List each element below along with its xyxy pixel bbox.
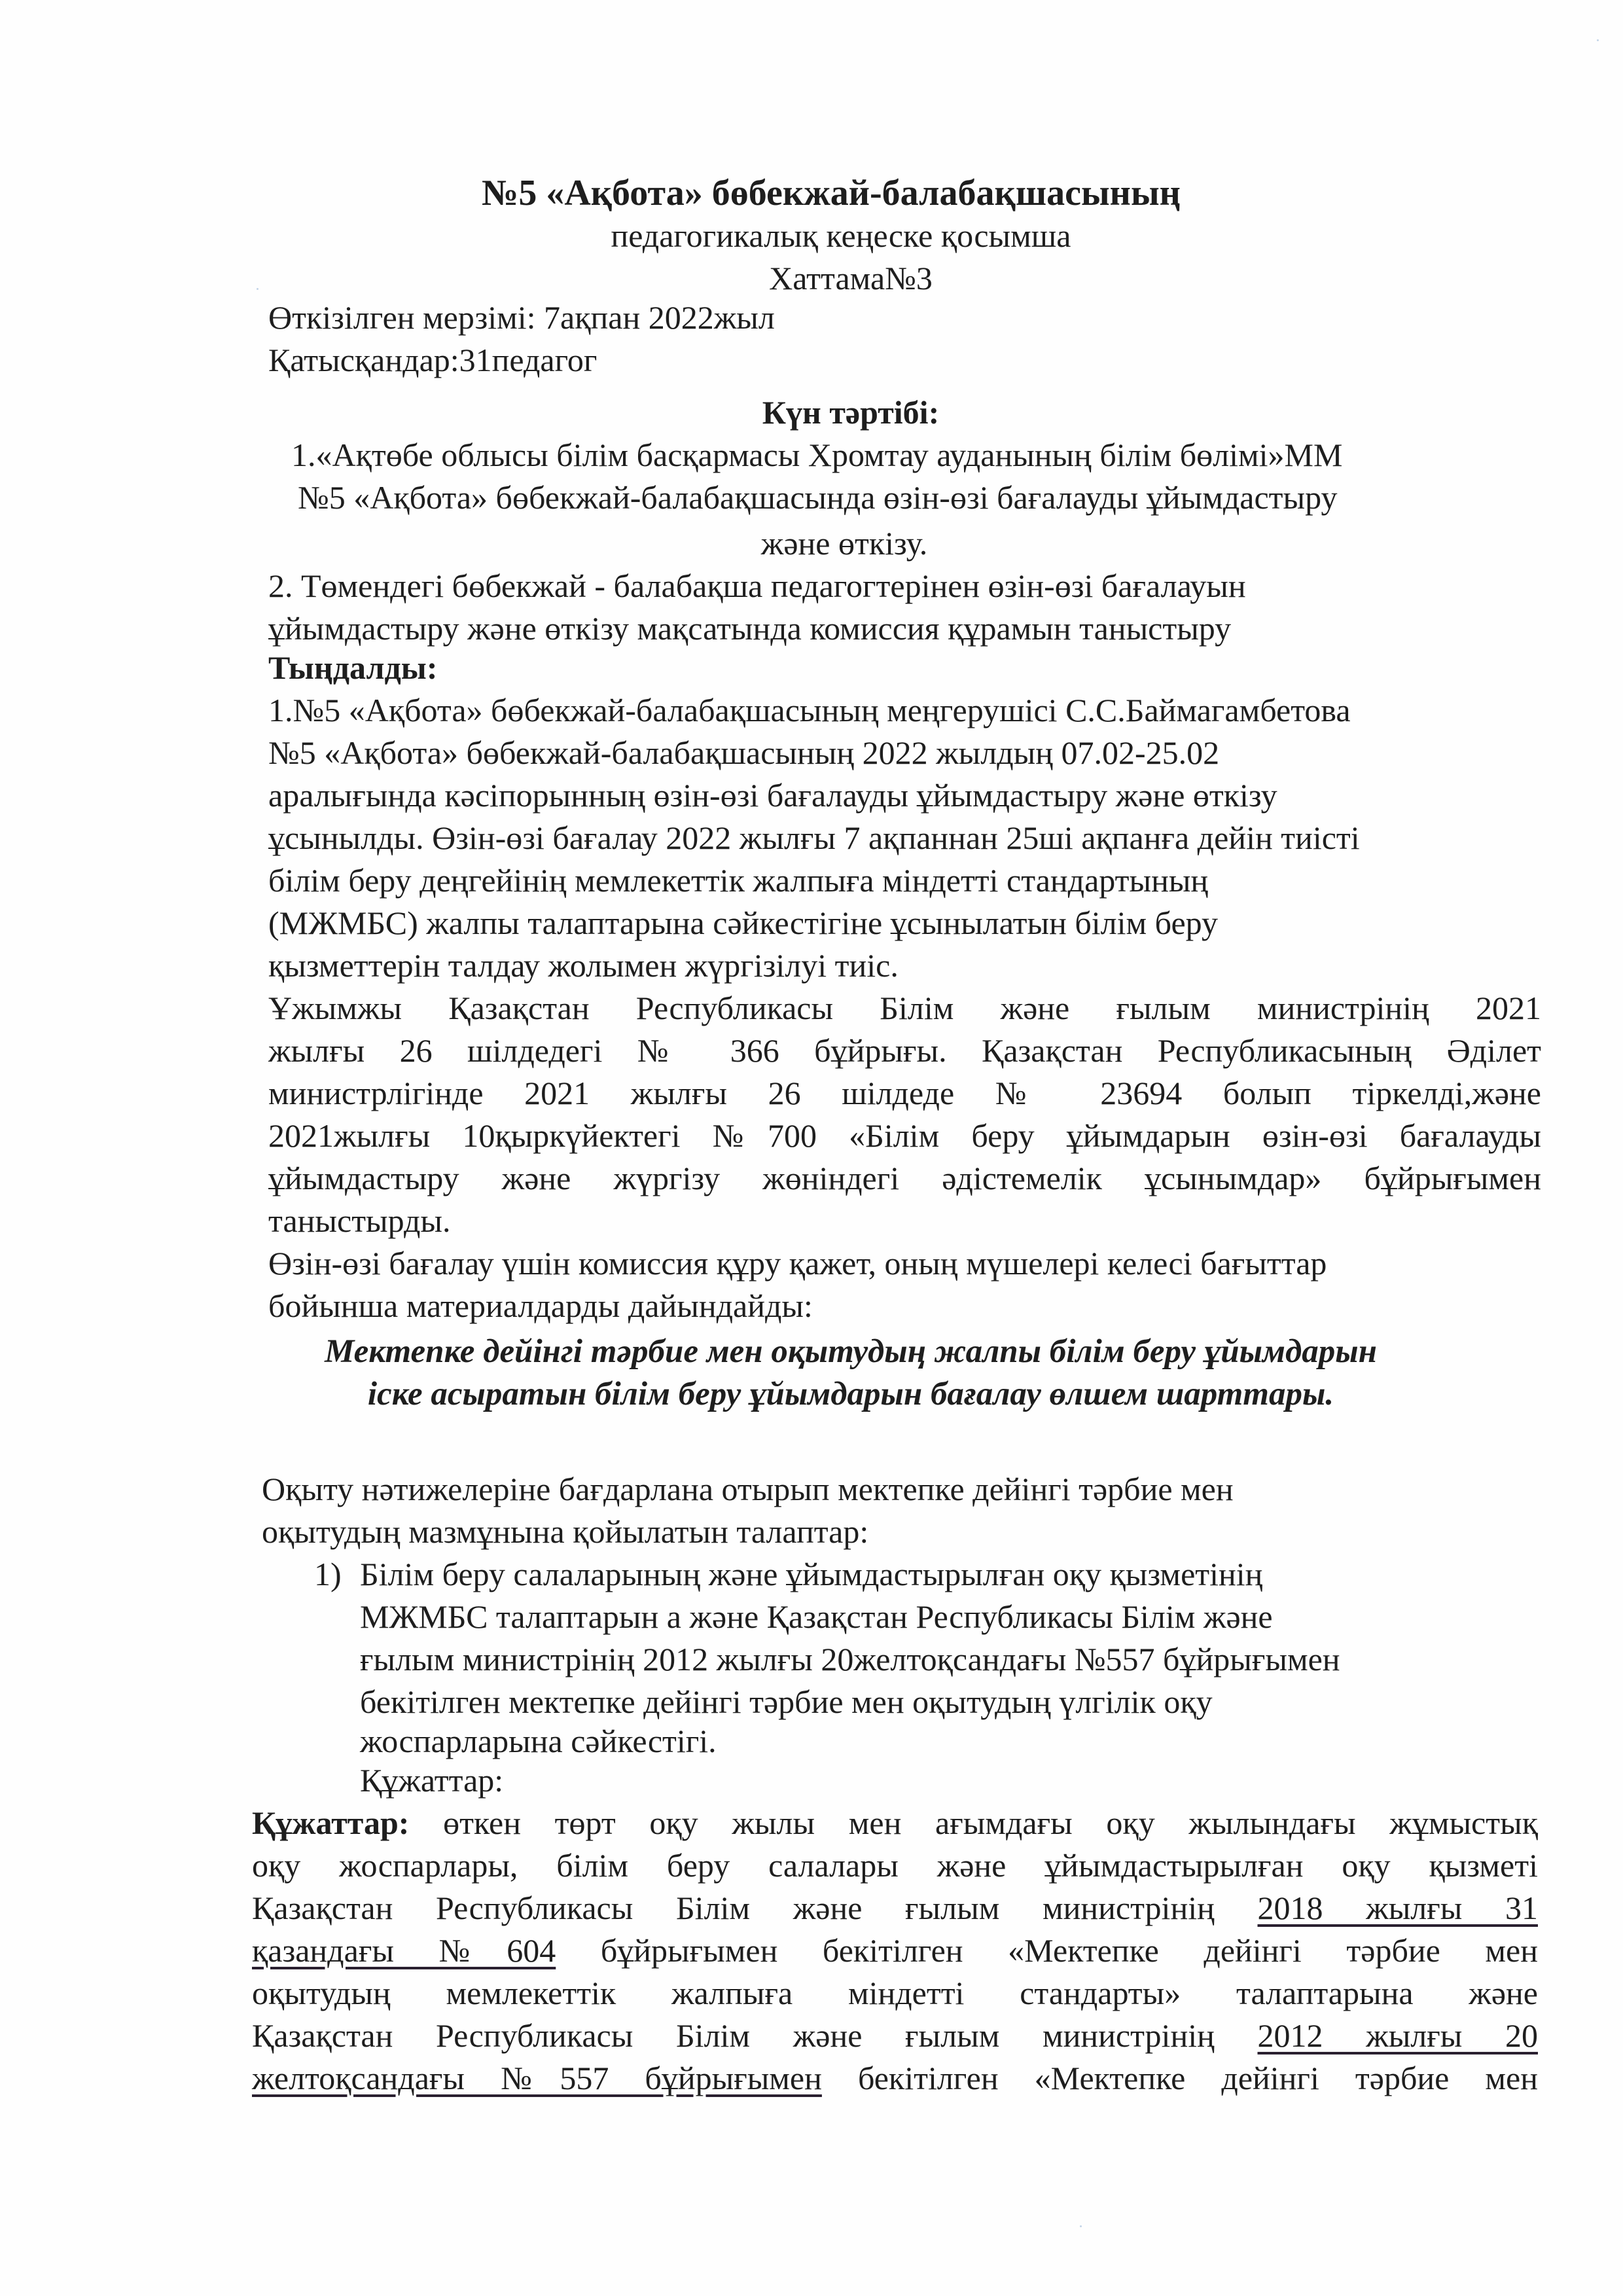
documents-line: оқу жоспарлары, білім беру салалары және ұйымдастырылған оқу қызметі (252, 1847, 1538, 1884)
requirements-intro-line: Оқыту нәтижелеріне бағдарлана отырып мектепке дейінгі тәрбие мен (262, 1471, 1234, 1507)
heard-heading: Тыңдалды: (268, 649, 438, 686)
heard-para1-line: №5 «Ақбота» бөбекжай-балабақшасының 2022 жылдың 07.02-25.02 (268, 734, 1220, 771)
documents-text: Қазақстан Республикасы Білім және ғылым министрінің (252, 1890, 1258, 1926)
heard-para2-line: министрлігінде 2021 жылғы 26 шілдеде № 23694 болып тіркелді,және (268, 1075, 1541, 1111)
meeting-date: Өткізілген мерзімі: 7ақпан 2022жыл (268, 299, 775, 336)
heard-para3-line: Өзін-өзі бағалау үшін комиссия құру қажет, оның мүшелері келесі бағыттар (268, 1245, 1327, 1282)
scan-artifact (1597, 39, 1599, 41)
documents-text: өткен төрт оқу жылы мен ағымдағы оқу жылындағы жұмыстық (409, 1804, 1538, 1841)
heard-para1-line: білім беру деңгейінің мемлекеттік жалпыға міндетті стандартының (268, 862, 1209, 899)
agenda-item-2-line: ұйымдастыру және өткізу мақсатында комиссия құрамын таныстыру (268, 610, 1232, 647)
requirement-docs-label: Құжаттар: (360, 1762, 504, 1799)
documents-line (252, 2058, 1538, 2098)
documents-text: бұйрығымен бекітілген «Мектепке дейінгі тәрбие мен (556, 1932, 1538, 1969)
requirement-item-line: ғылым министрінің 2012 жылғы 20желтоқсандағы №557 бұйрығымен (360, 1641, 1340, 1677)
heard-para2-line: Ұжымжы Қазақстан Республикасы Білім және ғылым министрінің 2021 (268, 990, 1541, 1026)
documents-line (252, 1931, 1538, 1970)
requirement-item-line: Білім беру салаларының және ұйымдастырылған оқу қызметінің (360, 1556, 1263, 1592)
criteria-heading-line: іске асыратын білім беру ұйымдарын бағалау өлшем шарттары. (367, 1376, 1334, 1412)
order-557-reference: 2012 жылғы 20 (1257, 2017, 1538, 2054)
order-604-reference: 2018 жылғы 31 (1257, 1890, 1538, 1926)
order-557-reference: желтоқсандағы №557 бұйрығымен (252, 2060, 822, 2096)
heard-para1-line: (МЖМБС) жалпы талаптарына сәйкестігіне ұсынылатын білім беру (268, 905, 1218, 941)
heard-para2-line: 2021жылғы 10қыркүйектегі №700 «Білім беру ұйымдарын өзін-өзі бағалауды (268, 1117, 1541, 1154)
order-604-reference: қазандағы №604 (252, 1932, 556, 1969)
heard-para2-line: жылғы 26 шілдедегі № 366 бұйрығы. Қазақстан Республикасының Әділет (268, 1032, 1541, 1069)
documents-line: оқытудың мемлекеттік жалпыға міндетті стандарты» талаптарына және (252, 1975, 1538, 2011)
list-marker: 1) (314, 1556, 342, 1592)
heard-para2-line: ұйымдастыру және жүргізу жөніндегі әдістемелік ұсынымдар» бұйрығымен (268, 1160, 1541, 1196)
document-title: №5 «Ақбота» бөбекжай-балабақшасының (482, 173, 1181, 213)
document-subtitle: педагогикалық кеңеске қосымша (611, 217, 1071, 254)
documents-label: Құжаттар: (252, 1804, 410, 1841)
heard-para1-line: 1.№5 «Ақбота» бөбекжай-балабақшасының меңгерушісі С.С.Баймагамбетова (268, 692, 1351, 728)
agenda-item-1-line: №5 «Ақбота» бөбекжай-балабақшасында өзін-өзі бағалауды ұйымдастыру (298, 479, 1338, 516)
heard-para1-line: ұсынылды. Өзін-өзі бағалау 2022 жылғы 7 ақпаннан 25ші ақпанға дейін тиісті (268, 819, 1360, 856)
requirement-item-line: жоспарларына сәйкестігі. (360, 1723, 717, 1759)
scan-artifact (1080, 2225, 1082, 2227)
documents-line (252, 1803, 1538, 1842)
agenda-item-1-line: 1.«Ақтөбе облысы білім басқармасы Хромтау ауданының білім бөлімі»ММ (291, 437, 1343, 473)
agenda-heading: Күн тәртібі: (762, 394, 940, 431)
scan-artifact (257, 288, 259, 290)
documents-text: бекітілген «Мектепке дейінгі тәрбие мен (821, 2060, 1538, 2096)
heard-para1-line: аралығында кәсіпорынның өзін-өзі бағалауды ұйымдастыру және өткізу (268, 777, 1277, 814)
participants: Қатысқандар:31педагог (268, 342, 597, 378)
requirement-item-line: бекітілген мектепке дейінгі тәрбие мен оқытудың үлгілік оқу (360, 1683, 1213, 1720)
protocol-number: Хаттама№3 (769, 260, 933, 296)
heard-para2-line: таныстырды. (268, 1202, 451, 1239)
requirements-intro-line: оқытудың мазмұнына қойылатын талаптар: (262, 1513, 869, 1550)
documents-line (252, 2016, 1538, 2055)
documents-text: Қазақстан Республикасы Білім және ғылым министрінің (252, 2017, 1258, 2054)
heard-para3-line: бойынша материалдарды дайындайды: (268, 1287, 813, 1324)
documents-line (252, 1888, 1538, 1928)
criteria-heading-line: Мектепке дейінгі тәрбие мен оқытудың жалпы білім беру ұйымдарын (325, 1333, 1377, 1370)
agenda-item-2-line: 2. Төмендегі бөбекжай - балабақша педагогтерінен өзін-өзі бағалауын (268, 567, 1246, 604)
agenda-item-1-line: және өткізу. (760, 525, 928, 562)
heard-para1-line: қызметтерін талдау жолымен жүргізілуі тиіс. (268, 947, 899, 984)
requirement-item-line: МЖМБС талаптарын а және Қазақстан Республикасы Білім және (360, 1598, 1273, 1635)
